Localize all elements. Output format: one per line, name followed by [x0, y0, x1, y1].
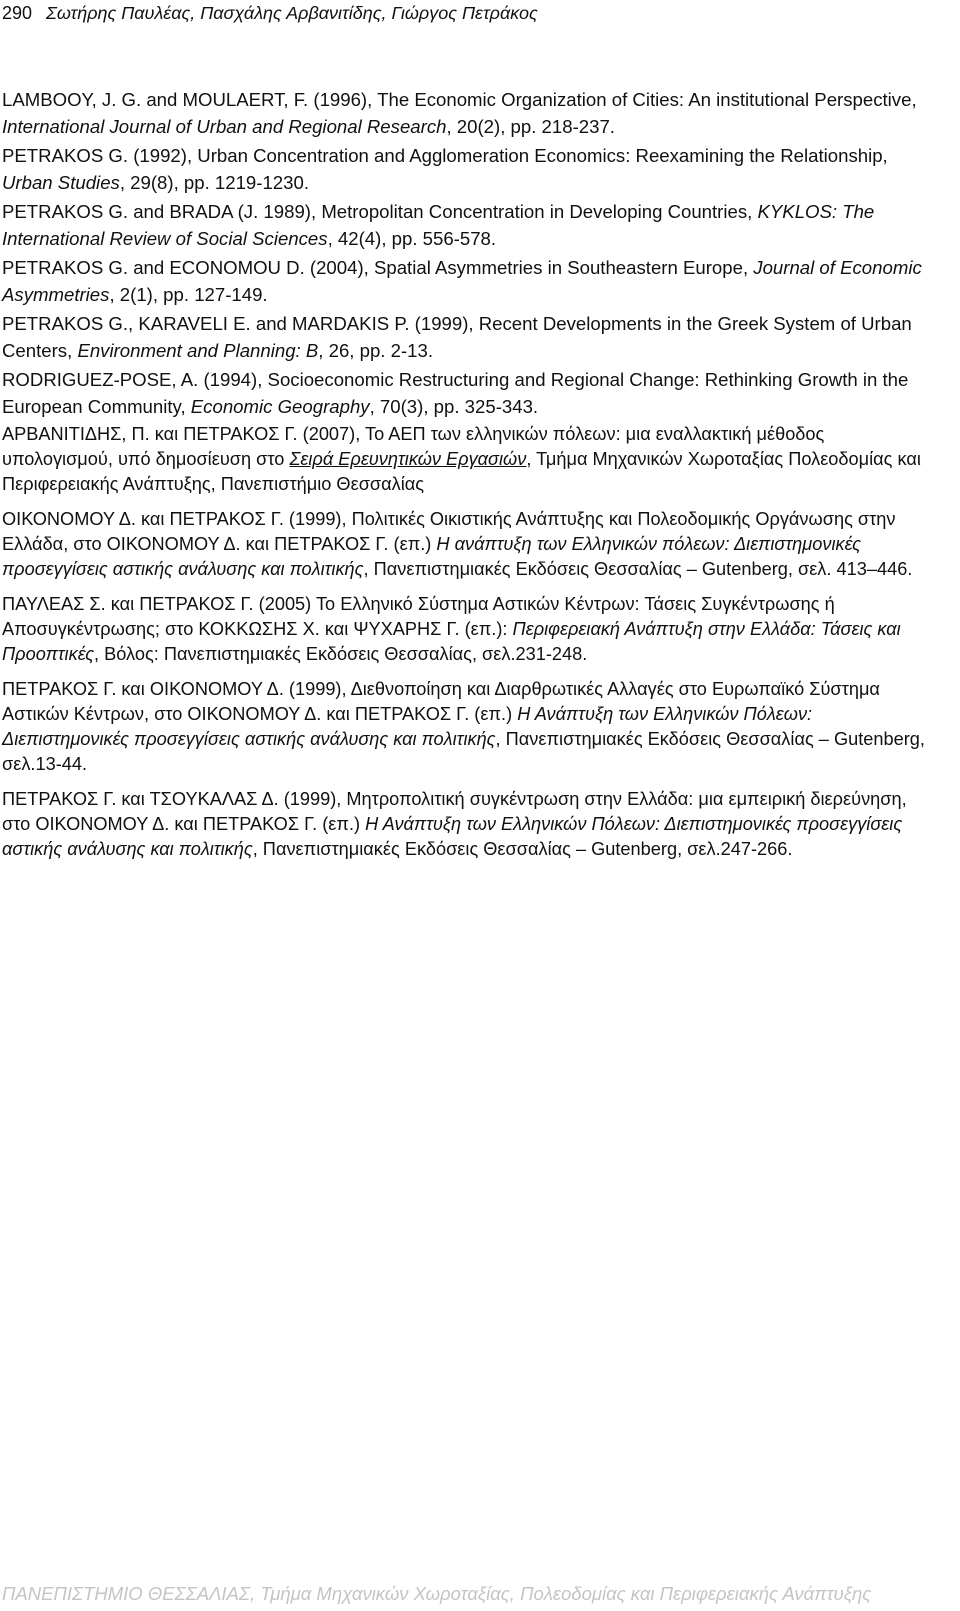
reference-text-segment: ΠΕΤΡΑΚΟΣ Γ. και ΟΙΚΟΝΟΜΟΥ Δ. (1999), Διεθνοποίηση και Διαρθρωτικές Αλλαγές στο Ευρωπαϊκό Σύστημα Αστικών Κέντρων, στο ΟΙΚΟΝΟΜΟΥ Δ. και ΠΕΤΡΑΚΟΣ Γ. (επ.) — [2, 679, 880, 724]
reference-text-segment: PETRAKOS G. and ECONOMOU D. (2004), Spatial Asymmetries in Southeastern Europe, — [2, 257, 754, 278]
reference-text-segment: ΠΕΤΡΑΚΟΣ Γ. και ΤΣΟΥΚΑΛΑΣ Δ. (1999), Μητροπολιτική συγκέντρωση στην Ελλάδα: μια εμπειρική διερεύνηση, στο ΟΙΚΟΝΟΜΟΥ Δ. και ΠΕΤΡΑΚΟΣ Γ. (επ.) — [2, 789, 907, 834]
reference-title-segment: Urban Studies — [2, 172, 120, 193]
reference-entry — [2, 422, 932, 497]
reference-text-segment: ΠΑΥΛΕΑΣ Σ. και ΠΕΤΡΑΚΟΣ Γ. (2005) Το Ελληνικό Σύστημα Αστικών Κέντρων: Τάσεις Συγκέντρωσης ή Αποσυγκέντρωσης; στο ΚΟΚΚΩΣΗΣ Χ. και ΨΥΧΑΡΗΣ Γ. (επ.): — [2, 594, 835, 639]
reference-title-segment: International Journal of Urban and Regional Research — [2, 116, 447, 137]
reference-entry — [2, 507, 932, 582]
reference-title-segment: Η ανάπτυξη των Ελληνικών πόλεων: Διεπιστημονικές προσεγγίσεις αστικής ανάλυσης και πολιτικής — [2, 534, 861, 579]
reference-entry — [2, 366, 932, 420]
reference-entry — [2, 142, 932, 196]
reference-text-segment: , 29(8), pp. 1219-1230. — [119, 172, 309, 193]
reference-text-segment: LAMBOOY, J. G. and MOULAERT, F. (1996), The Economic Organization of Cities: An institutional Perspective, — [2, 89, 917, 110]
reference-text-segment: , 70(3), pp. 325-343. — [369, 396, 539, 417]
reference-title-segment: Environment and Planning: B — [77, 340, 319, 361]
reference-entry — [2, 254, 932, 308]
reference-text-segment: ΑΡΒΑΝΙΤΙΔΗΣ, Π. και ΠΕΤΡΑΚΟΣ Γ. (2007), Το ΑΕΠ των ελληνικών πόλεων: μια εναλλακτική μέθοδος υπολογισμού, υπό δημοσίευση στο — [2, 424, 825, 469]
header-authors: Σωτήρης Παυλέας, Πασχάλης Αρβανιτίδης, Γιώργος Πετράκος — [46, 3, 538, 23]
page-number: 290 — [2, 3, 33, 23]
reference-text-segment: ΟΙΚΟΝΟΜΟΥ Δ. και ΠΕΤΡΑΚΟΣ Γ. (1999), Πολιτικές Οικιστικής Ανάπτυξης και Πολεοδομικής Οργάνωσης στην Ελλάδα, στο ΟΙΚΟΝΟΜΟΥ Δ. και ΠΕΤΡΑΚΟΣ Γ. (επ.) — [2, 509, 896, 554]
reference-title-segment: Journal of Economic Asymmetries — [2, 257, 922, 305]
reference-text-segment: PETRAKOS G., KARAVELI E. and MARDAKIS P. (1999), Recent Developments in the Greek System of Urban Centers, — [2, 313, 912, 361]
reference-text-segment: PETRAKOS G. and BRADA (J. 1989), Metropolitan Concentration in Developing Countries, — [2, 201, 758, 222]
reference-text-segment: , 26, pp. 2-13. — [318, 340, 434, 361]
reference-title-segment: Η Ανάπτυξη των Ελληνικών Πόλεων: Διεπιστημονικές προσεγγίσεις αστικής ανάλυσης και πολιτικής — [2, 814, 903, 859]
reference-entry — [2, 787, 932, 862]
reference-entry — [2, 86, 932, 140]
reference-text-segment: RODRIGUEZ-POSE, A. (1994), Socioeconomic Restructuring and Regional Change: Rethinking Growth in the European Community, — [2, 369, 909, 417]
footer-watermark: ΠΑΝΕΠΙΣΤΗΜΙΟ ΘΕΣΣΑΛΙΑΣ, Τμήμα Μηχανικών Χωροταξίας, Πολεοδομίας και Περιφερειακής Ανάπτυξης — [2, 1583, 872, 1604]
reference-text-segment: , Πανεπιστημιακές Εκδόσεις Θεσσαλίας – Gutenberg, σελ.247-266. — [252, 839, 793, 859]
reference-entry — [2, 310, 932, 364]
reference-text-segment: , Πανεπιστημιακές Εκδόσεις Θεσσαλίας – Gutenberg, σελ. 413–446. — [363, 559, 913, 579]
reference-entry — [2, 677, 932, 777]
reference-list — [2, 86, 932, 872]
reference-text-segment: , Βόλος: Πανεπιστημιακές Εκδόσεις Θεσσαλίας, σελ.231-248. — [94, 644, 588, 664]
reference-text-segment: , Τμήμα Μηχανικών Χωροταξίας Πολεοδομίας και Περιφερειακής Ανάπτυξης, Πανεπιστήμιο Θεσσαλίας — [2, 449, 921, 494]
reference-text-segment: , Πανεπιστημιακές Εκδόσεις Θεσσαλίας – Gutenberg, σελ.13-44. — [2, 729, 925, 774]
reference-text-segment: , 42(4), pp. 556-578. — [327, 228, 497, 249]
reference-title-segment: Σειρά Ερευνητικών Εργασιών — [289, 449, 527, 469]
reference-text-segment: , 2(1), pp. 127-149. — [109, 284, 268, 305]
reference-entry — [2, 198, 932, 252]
reference-title-segment: Περιφερειακή Ανάπτυξη στην Ελλάδα: Τάσεις και Προοπτικές — [2, 619, 901, 664]
running-header — [2, 0, 538, 26]
reference-text-segment: , 20(2), pp. 218-237. — [446, 116, 615, 137]
reference-title-segment: Economic Geography — [190, 396, 370, 417]
reference-text-segment: PETRAKOS G. (1992), Urban Concentration and Agglomeration Economics: Reexamining the Relationship, — [2, 145, 888, 166]
reference-entry — [2, 592, 932, 667]
reference-title-segment: KYKLOS: The International Review of Social Sciences — [2, 201, 875, 249]
reference-title-segment: Η Ανάπτυξη των Ελληνικών Πόλεων: Διεπιστημονικές προσεγγίσεις αστικής ανάλυσης και πολιτικής — [2, 704, 813, 749]
